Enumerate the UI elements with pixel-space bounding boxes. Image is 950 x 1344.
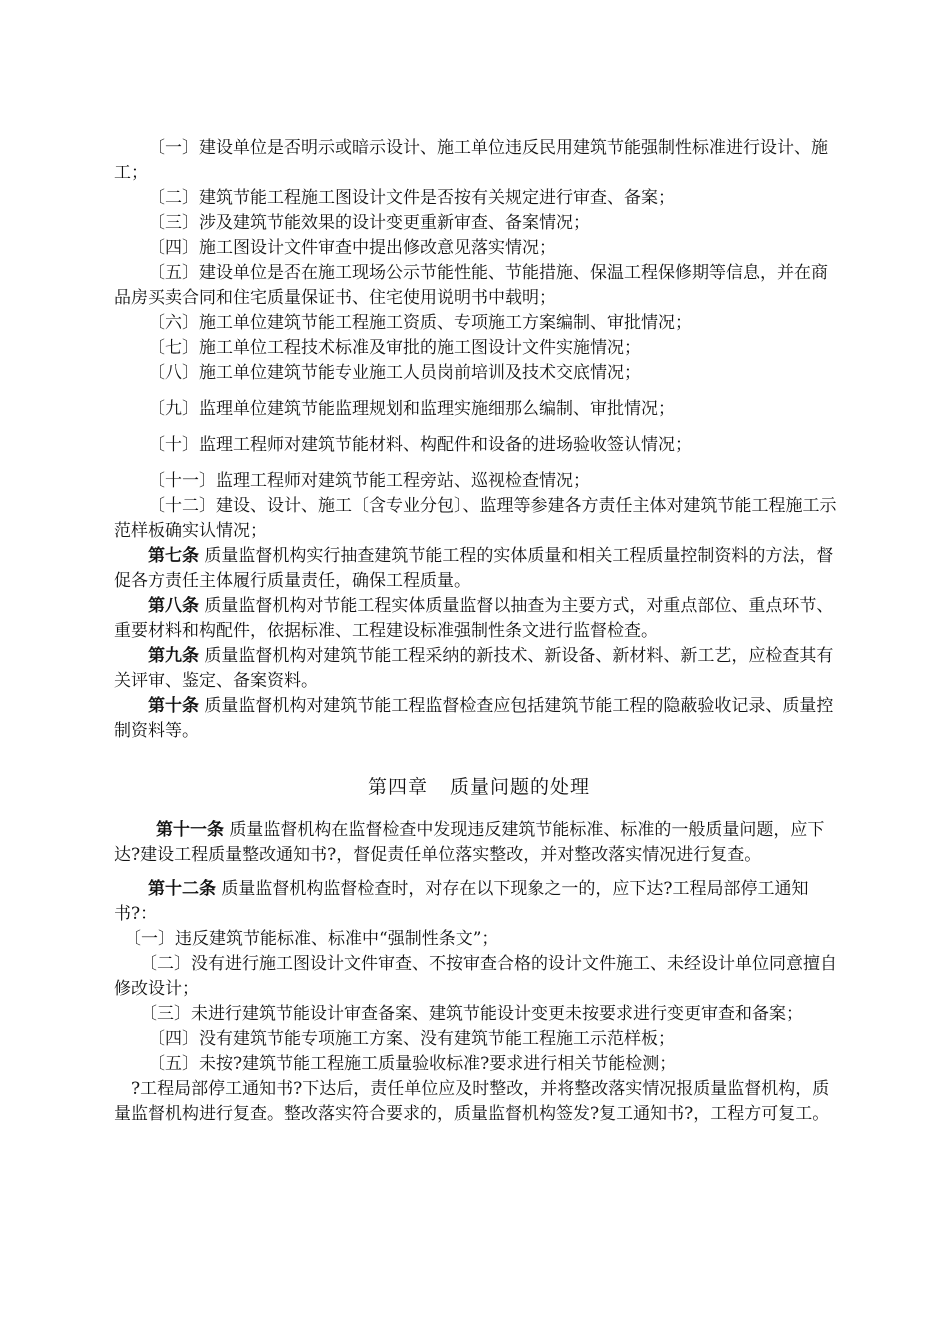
article-text: 质量监督机构对建筑节能工程采纳的新技术、新设备、新材料、新工艺，应检查其有关评审、鉴定、备案资料。 <box>114 646 834 691</box>
list-item: 〔二〕建筑节能工程施工图设计文件是否按有关规定进行审查、备案； <box>148 188 675 208</box>
document-page <box>114 136 844 1127</box>
list-item: 〔四〕施工图设计文件审查中提出修改意见落实情况； <box>148 238 556 258</box>
article-label: 第七条 <box>148 546 199 566</box>
article-9 <box>114 644 844 694</box>
article-text: 质量监督机构对节能工程实体质量监督以抽查为主要方式，对重点部位、重点环节、重要材料和构配件，依据标准、工程建设标准强制性条文进行监督检查。 <box>114 596 834 641</box>
article-text: 质量监督机构实行抽查建筑节能工程的实体质量和相关工程质量控制资料的方法，督促各方责任主体履行质量责任，确保工程质量。 <box>114 546 834 591</box>
article-12 <box>114 877 844 927</box>
list-item: 〔三〕未进行建筑节能设计审查备案、建筑节能设计变更未按要求进行变更审查和备案； <box>140 1004 803 1024</box>
article-text: 质量监督机构对建筑节能工程监督检查应包括建筑节能工程的隐蔽验收记录、质量控制资料等。 <box>114 696 834 741</box>
chapter-title: 质量问题的处理 <box>450 776 591 798</box>
article-7 <box>114 544 844 594</box>
article-label: 第十二条 <box>148 879 216 899</box>
list-item: 〔十〕监理工程师对建筑节能材料、构配件和设备的进场验收签认情况； <box>148 435 692 455</box>
closing-paragraph: ?工程局部停工通知书?下达后，责任单位应及时整改，并将整改落实情况报质量监督机构，质量监督机构进行复查。整改落实符合要求的，质量监督机构签发?复工通知书?，工程方可复工。 <box>114 1079 830 1124</box>
list-item: 〔六〕施工单位建筑节能工程施工资质、专项施工方案编制、审批情况； <box>148 313 692 333</box>
chapter-heading <box>114 774 844 800</box>
list-item: 〔九〕监理单位建筑节能监理规划和监理实施细那么编制、审批情况； <box>148 399 675 419</box>
list-item: 〔一〕建设单位是否明示或暗示设计、施工单位违反民用建筑节能强制性标准进行设计、施工； <box>114 138 828 183</box>
list-item: 〔四〕没有建筑节能专项施工方案、没有建筑节能工程施工示范样板； <box>148 1029 675 1049</box>
list-item: 〔十二〕建设、设计、施工〔含专业分包〕、监理等参建各方责任主体对建筑节能工程施工示范样板确实认情况； <box>114 496 837 541</box>
list-item: 〔十一〕监理工程师对建筑节能工程旁站、巡视检查情况； <box>148 471 590 491</box>
list-item: 〔五〕建设单位是否在施工现场公示节能性能、节能措施、保温工程保修期等信息，并在商品房买卖合同和住宅质量保证书、住宅使用说明书中载明； <box>114 263 828 308</box>
chapter-number: 第四章 <box>367 776 428 798</box>
article-text: 质量监督机构在监督检查中发现违反建筑节能标准、标准的一般质量问题，应下达?建设工程质量整改通知书?，督促责任单位落实整改，并对整改落实情况进行复查。 <box>114 820 825 865</box>
article-label: 第十一条 <box>156 820 224 840</box>
list-item: 〔五〕未按?建筑节能工程施工质量验收标准?要求进行相关节能检测； <box>148 1054 677 1074</box>
article-label: 第九条 <box>148 646 199 666</box>
list-item: 〔七〕施工单位工程技术标准及审批的施工图设计文件实施情况； <box>148 338 641 358</box>
article-11 <box>114 818 844 868</box>
list-item: 〔八〕施工单位建筑节能专业施工人员岗前培训及技术交底情况； <box>148 363 641 383</box>
list-item: 〔一〕违反建筑节能标准、标准中“强制性条文”； <box>124 929 499 949</box>
article-10 <box>114 694 844 744</box>
list-item: 〔三〕涉及建筑节能效果的设计变更重新审查、备案情况； <box>148 213 590 233</box>
article-text: 质量监督机构监督检查时，对存在以下现象之一的，应下达?工程局部停工通知书?： <box>114 879 809 924</box>
list-item: 〔二〕没有进行施工图设计文件审查、不按审查合格的设计文件施工、未经设计单位同意擅自修改设计； <box>114 954 837 999</box>
article-label: 第八条 <box>148 596 199 616</box>
article-label: 第十条 <box>148 696 199 716</box>
article-8 <box>114 594 844 644</box>
